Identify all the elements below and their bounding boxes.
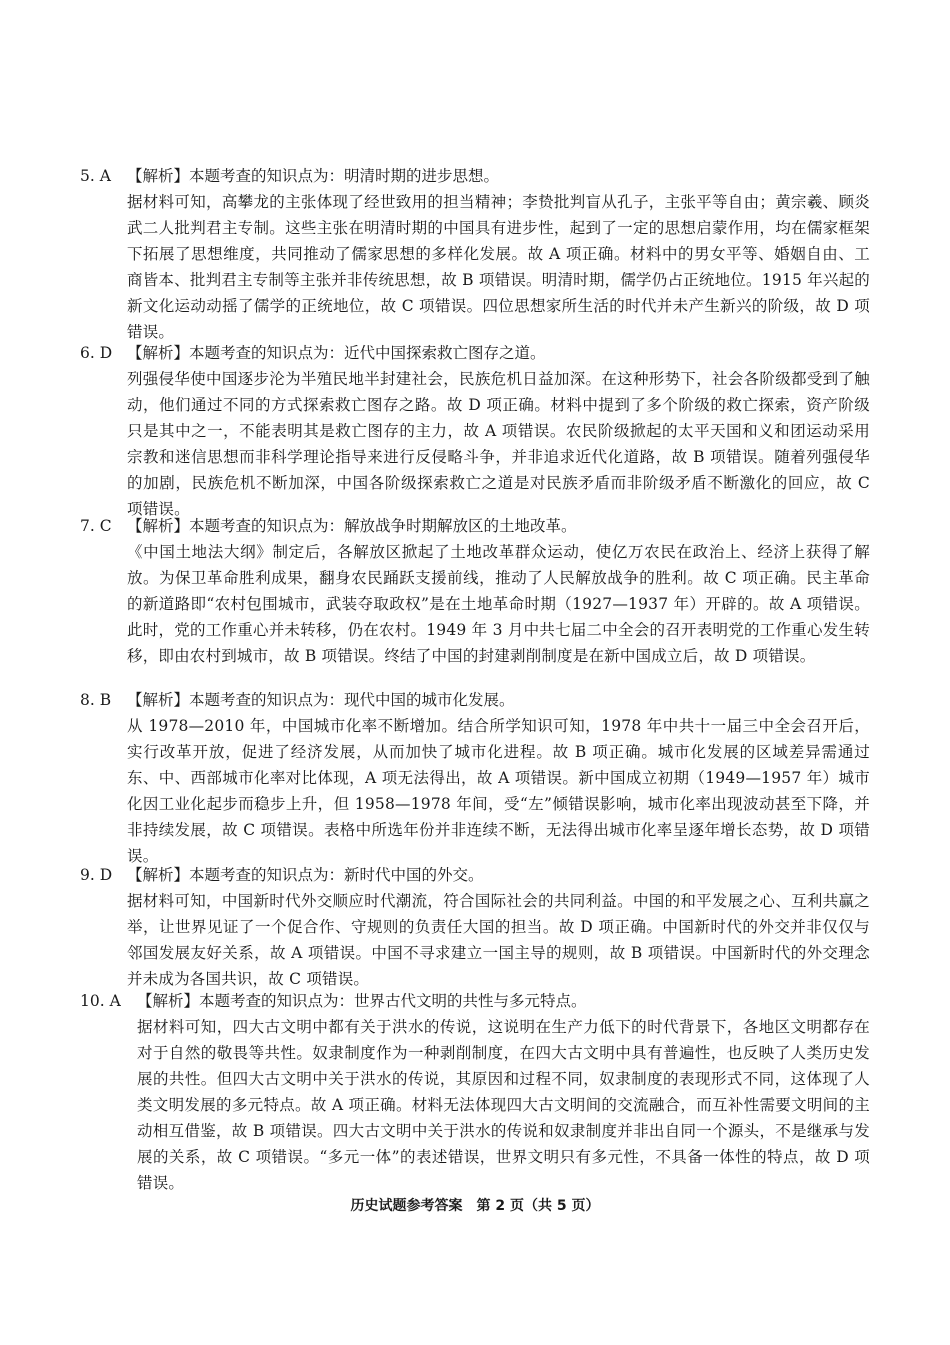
question-topic: 【解析】本题考查的知识点为：明清时期的进步思想。: [127, 167, 500, 185]
question-explanation: 据材料可知，四大古文明中都有关于洪水的传说，这说明在生产力低下的时代背景下，各地区文明都存在对于自然的敬畏等共性。奴隶制度作为一种剥削制度，在四大古文明中具有普遍性，也反映了人类历史发展的共性。但四大古文明中关于洪水的传说，其原因和过程不同，奴隶制度的表现形式不同，这体现了人类文明发展的多元特点。故 A 项正确。材料无法体现四大古文明间的交流融合，而互补性需要文明间的主动相互借鉴，故 B 项错误。四大古文明中关于洪水的传说和奴隶制度并非出自同一个源头，不是继承与发展的关系，故 C 项错误。“多元一体”的表述错误，世界文明只有多元性，不具备一体性的特点，故 D 项错误。: [137, 1018, 870, 1192]
question-10: [80, 988, 870, 1196]
page-footer: 历史试题参考答案 第 2 页（共 5 页）: [350, 1198, 600, 1214]
question-number: 5. A: [80, 167, 111, 185]
question-explanation: 《中国土地法大纲》制定后，各解放区掀起了土地改革群众运动，使亿万农民在政治上、经济上获得了解放。为保卫革命胜利成果，翻身农民踊跃支援前线，推动了人民解放战争的胜利。故 C 项正确。民主革命的新道路即“农村包围城市，武装夺取政权”是在土地革命时期（1927—1937 年）开辟的。故 A 项错误。此时，党的工作重心并未转移，仍在农村。1949 年 3 月中共七届二中全会的召开表明党的工作重心发生转移，即由农村到城市，故 B 项错误。终结了中国的封建剥削制度是在新中国成立后，故 D 项错误。: [127, 543, 870, 665]
question-number: 10. A: [80, 992, 121, 1010]
question-5: [80, 163, 870, 345]
question-6: [80, 340, 870, 522]
question-topic: 【解析】本题考查的知识点为：世界古代文明的共性与多元特点。: [137, 992, 587, 1010]
question-topic: 【解析】本题考查的知识点为：解放战争时期解放区的土地改革。: [127, 517, 577, 535]
question-topic: 【解析】本题考查的知识点为：近代中国探索救亡图存之道。: [127, 344, 546, 362]
question-number: 8. B: [80, 691, 112, 709]
question-explanation: 据材料可知，高攀龙的主张体现了经世致用的担当精神；李贽批判盲从孔子，主张平等自由；黄宗羲、顾炎武二人批判君主专制。这些主张在明清时期的中国具有进步性，起到了一定的思想启蒙作用，均在儒家框架下拓展了思想维度，共同推动了儒家思想的多样化发展。故 A 项正确。材料中的男女平等、婚姻自由、工商皆本、批判君主专制等主张并非传统思想，故 B 项错误。明清时期，儒学仍占正统地位。1915 年兴起的新文化运动动摇了儒学的正统地位，故 C 项错误。四位思想家所生活的时代并未产生新兴的阶级，故 D 项错误。: [127, 193, 870, 341]
question-8: [80, 687, 870, 869]
question-number: 6. D: [80, 344, 113, 362]
question-explanation: 从 1978—2010 年，中国城市化率不断增加。结合所学知识可知，1978 年中共十一届三中全会召开后，实行改革开放，促进了经济发展，从而加快了城市化进程。故 B 项正确。城市化发展的区域差异需通过东、中、西部城市化率对比体现，A 项无法得出，故 A 项错误。新中国成立初期（1949—1957 年）城市化因工业化起步而稳步上升，但 1958—1978 年间，受“左”倾错误影响，城市化率出现波动甚至下降，并非持续发展，故 C 项错误。表格中所选年份并非连续不断，无法得出城市化率呈逐年增长态势，故 D 项错误。: [127, 717, 870, 865]
question-9: [80, 862, 870, 992]
question-explanation: 列强侵华使中国逐步沦为半殖民地半封建社会，民族危机日益加深。在这种形势下，社会各阶级都受到了触动，他们通过不同的方式探索救亡图存之路。故 D 项正确。材料中提到了多个阶级的救亡探索，资产阶级只是其中之一，不能表明其是救亡图存的主力，故 A 项错误。农民阶级掀起的太平天国和义和团运动采用宗教和迷信思想而非科学理论指导来进行反侵略斗争，并非追求近代化道路，故 B 项错误。随着列强侵华的加剧，民族危机不断加深，中国各阶级探索救亡之道是对民族矛盾而非阶级矛盾不断激化的回应，故 C 项错误。: [127, 370, 870, 518]
question-topic: 【解析】本题考查的知识点为：现代中国的城市化发展。: [127, 691, 515, 709]
question-7: [80, 513, 870, 669]
question-number: 7. C: [80, 517, 112, 535]
question-number: 9. D: [80, 866, 113, 884]
question-explanation: 据材料可知，中国新时代外交顺应时代潮流，符合国际社会的共同利益。中国的和平发展之心、互利共赢之举，让世界见证了一个促合作、守规则的负责任大国的担当。故 D 项正确。中国新时代的外交并非仅仅与邻国发展友好关系，故 A 项错误。中国不寻求建立一国主导的规则，故 B 项错误。中国新时代的外交理念并未成为各国共识，故 C 项错误。: [127, 892, 870, 988]
question-topic: 【解析】本题考查的知识点为：新时代中国的外交。: [127, 866, 484, 884]
